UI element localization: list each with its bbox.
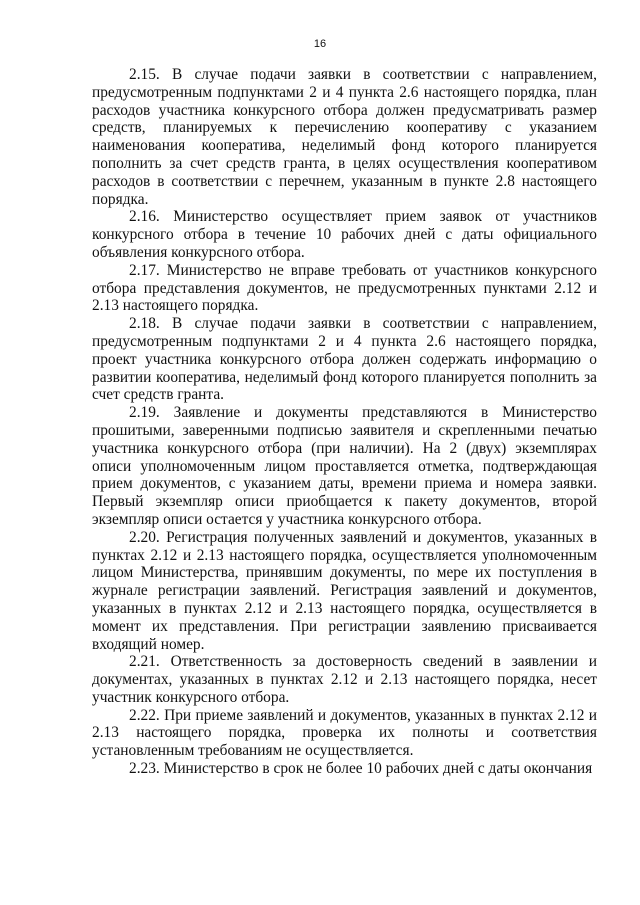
paragraph-2-16: 2.16. Министерство осуществляет прием заявок от участников конкурсного отбора в течение 10 рабочих дней с даты официального объявления конкурсного отбора. bbox=[92, 208, 597, 261]
paragraph-2-20: 2.20. Регистрация полученных заявлений и документов, указанных в пунктах 2.12 и 2.13 настоящего порядка, осуществляется уполномоченным лицом Министерства, принявшим документы, по мере их поступления в журнале регистрации заявлений. Регистрация заявлений и документов, указанных в пунктах 2.12 и 2.13 настоящего порядка, осуществляется в момент их представления. При регистрации заявлению присваивается входящий номер. bbox=[92, 528, 597, 653]
page-number: 16 bbox=[313, 38, 327, 50]
paragraph-2-23: 2.23. Министерство в срок не более 10 рабочих дней с даты окончания bbox=[129, 760, 593, 778]
paragraph-2-17: 2.17. Министерство не вправе требовать от участников конкурсного отбора представления документов, не предусмотренных пунктами 2.12 и 2.13 настоящего порядка. bbox=[92, 261, 597, 315]
paragraph-2-21: 2.21. Ответственность за достоверность сведений в заявлении и документах, указанных в пунктах 2.12 и 2.13 настоящего порядка, несет участник конкурсного отбора. bbox=[92, 653, 597, 706]
document-body bbox=[92, 66, 597, 778]
paragraph-2-15: 2.15. В случае подачи заявки в соответствии с направлением, предусмотренным подпунктами 2 и 4 пункта 2.6 настоящего порядка, план расходов участника конкурсного отбора должен предусматривать размер средств, планируемых к перечислению кооперативу с указанием наименования кооператива, неделимый фонд которого планируется пополнить за счет средств гранта, в целях осуществления кооперативом расходов в соответствии с перечнем, указанным в пункте 2.8 настоящего порядка. bbox=[92, 66, 597, 208]
paragraph-2-18: 2.18. В случае подачи заявки в соответствии с направлением, предусмотренным подпунктами 2 и 4 пункта 2.6 настоящего порядка, проект участника конкурсного отбора должен содержать информацию о развитии кооператива, неделимый фонд которого планируется пополнить за счет средств гранта. bbox=[92, 315, 597, 404]
paragraph-2-22: 2.22. При приеме заявлений и документов, указанных в пунктах 2.12 и 2.13 настоящего порядка, проверка их полноты и соответствия установленным требованиям не осуществляется. bbox=[92, 706, 597, 760]
paragraph-2-19: 2.19. Заявление и документы представляются в Министерство прошитыми, заверенными подписью заявителя и скрепленными печатью участника конкурсного отбора (при наличии). На 2 (двух) экземплярах описи уполномоченным лицом проставляется отметка, подтверждающая прием документов, с указанием даты, времени приема и номера заявки. Первый экземпляр описи приобщается к пакету документов, второй экземпляр описи остается у участника конкурсного отбора. bbox=[92, 404, 597, 528]
